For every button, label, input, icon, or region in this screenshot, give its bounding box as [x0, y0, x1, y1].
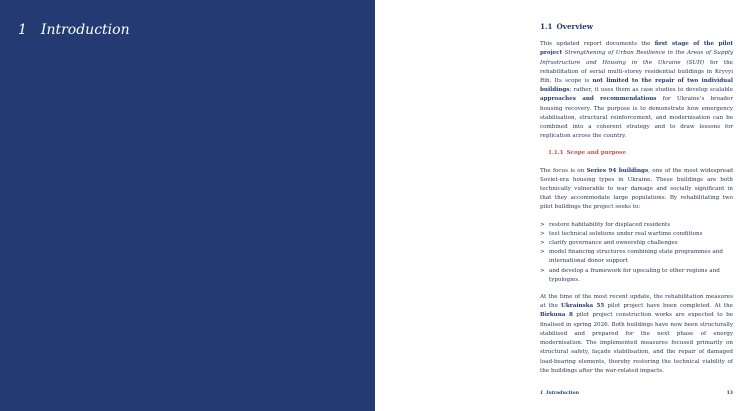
text-column: [540, 22, 733, 384]
content-page: [375, 0, 750, 411]
text-run: for Ukraine’s broader housing recovery. The purpose is to demonstrate how emergency stabilisation, structural reinforcement, and modernisation can be combined into a coherent strategy and to draw lessons for replication across the country.: [540, 96, 733, 140]
list-item: > and develop a framework for upscaling to other regions and typologies.: [540, 267, 733, 285]
section-heading: [540, 22, 733, 31]
emphasis-text: Ukrainska 55: [561, 303, 605, 310]
text-run: pilot project have been completed. At the: [604, 303, 733, 310]
status-paragraph: [540, 293, 733, 376]
subsection-number: 1.1.1: [548, 150, 564, 157]
subsection-title: Scope and purpose: [566, 150, 626, 157]
text-run: for the rehabilitation of serial multi-storey residential buildings in Kryvyi Rih. Its scope is: [540, 59, 733, 85]
project-title-italic: Strengthening of Urban Resilience in the Areas of Supply Infrastructure and Housing in the Ukraine (SUH): [540, 50, 733, 66]
footer-chapter-label: [540, 391, 579, 396]
section-number: 1.1: [540, 22, 553, 31]
chapter-heading: [18, 22, 130, 38]
emphasis-text: Birkuna 8: [540, 312, 573, 319]
text-run: At the time of the most recent update, the rehabilitation measures at the: [540, 294, 733, 310]
section-title: Overview: [556, 22, 593, 31]
emphasis-text: not limited to the repair of two individual buildings: [540, 78, 733, 94]
footer-chapter-number: 1: [540, 391, 544, 396]
objectives-list: [540, 221, 733, 285]
emphasis-text: approaches and recommendations: [540, 96, 657, 103]
list-item: > clarify governance and ownership challenges: [540, 239, 733, 248]
text-run: The focus is on: [540, 167, 587, 174]
footer-chapter-title: Introduction: [546, 391, 579, 396]
emphasis-text: Series 94 buildings: [586, 167, 649, 174]
chapter-title: Introduction: [40, 22, 130, 38]
text-run: , one of the most widespread Soviet-era housing types in Ukraine. These buildings are both technically vulnerable to war damage and socially significant in that they accommodate large populations. By rehabilitating two pilot buildings the project seeks to:: [540, 167, 733, 211]
list-item: > model financing structures combining state programmes and international donor support: [540, 248, 733, 266]
focus-paragraph: [540, 167, 733, 213]
text-run: ; rather, it uses them as case studies to develop scalable: [569, 87, 733, 94]
text-run: This updated report documents the: [540, 41, 655, 48]
list-item: > restore habitability for displaced residents: [540, 221, 733, 230]
list-item: > test technical solutions under real wartime conditions: [540, 230, 733, 239]
subsection-heading: [548, 149, 733, 158]
overview-paragraph: [540, 40, 733, 141]
text-run: pilot project construction works are expected to be finalised in spring 2026. Both buildings have now been structurally stabilised and prepared for the next phase of energy modernisation. The implemented measures focused primarily on structural safety, façade stabilisation, and the repair of damaged load-bearing elements, thereby restoring the technical viability of the buildings after the war-related impacts.: [540, 312, 733, 374]
chapter-number: 1: [18, 22, 27, 38]
emphasis-text: first stage of the pilot project: [540, 41, 733, 57]
page-number: 13: [726, 391, 733, 396]
